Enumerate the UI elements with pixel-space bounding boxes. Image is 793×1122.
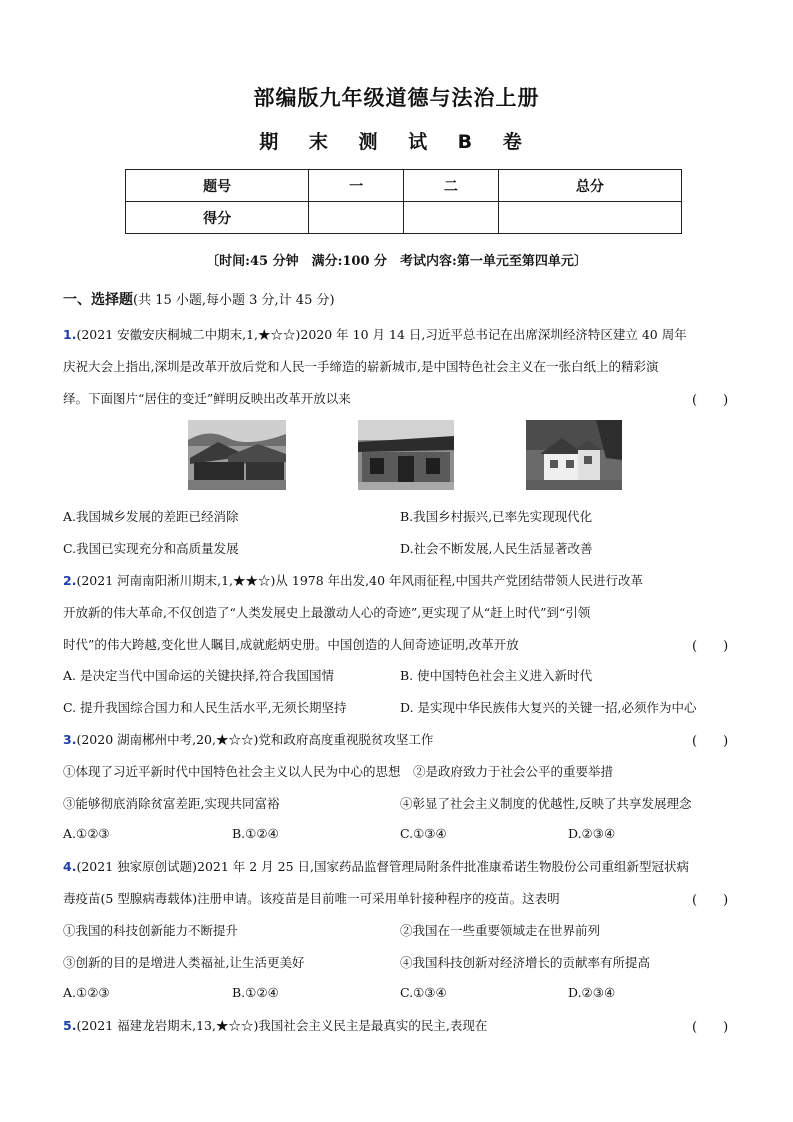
question-number: 4. [63, 859, 77, 874]
option-a: A. 是决定当代中国命运的关键抉择,符合我国国情 [63, 668, 334, 683]
answer-paren: ( ) [692, 1020, 729, 1035]
table-cell: 题号 [126, 170, 309, 202]
option-c: C.①③④ [400, 985, 447, 1000]
question-number: 5. [63, 1018, 77, 1033]
statement: ②我国在一些重要领域走在世界前列 [400, 923, 601, 938]
question-2-line: 开放新的伟大革命,不仅创造了“人类发展史上最激动人心的奇迹”,更实现了从“赶上时代”到“引领 [63, 605, 591, 620]
option-a: A.我国城乡发展的差距已经消除 [63, 509, 239, 524]
modern-villa-photo [526, 420, 622, 490]
option-b: B.我国乡村振兴,已率先实现现代化 [400, 509, 593, 524]
question-1-line: 庆祝大会上指出,深圳是改革开放后党和人民一手缔造的崭新城市,是中国特色社会主义在一张白纸上的精彩演 [63, 359, 659, 374]
option-d: D. 是实现中华民族伟大复兴的关键一招,必须作为中心 [400, 700, 697, 715]
option-c: C.我国已实现充分和高质量发展 [63, 541, 239, 556]
question-5-line: 5.(2021 福建龙岩期末,13,★☆☆)我国社会主义民主是最真实的民主,表现在 [63, 1018, 488, 1033]
option-d: D.社会不断发展,人民生活显著改善 [400, 541, 593, 556]
question-1-line: 绎。下面图片“居住的变迁”鲜明反映出改革开放以来 [63, 391, 351, 406]
question-number: 3. [63, 732, 77, 747]
score-input-cell [498, 202, 681, 234]
question-4-line: 4.(2021 独家原创试题)2021 年 2 月 25 日,国家药品监督管理局附条件批准康希诺生物股份公司重组新型冠状病 [63, 859, 690, 874]
table-cell: 得分 [126, 202, 309, 234]
option-a: A.①②③ [63, 826, 110, 841]
question-2-line: 时代”的伟大跨越,变化世人瞩目,成就彪炳史册。中国创造的人间奇迹证明,改革开放 [63, 637, 519, 652]
table-cell: 二 [403, 170, 498, 202]
option-b: B. 使中国特色社会主义进入新时代 [400, 668, 593, 683]
answer-paren: ( ) [692, 393, 729, 408]
score-table [125, 169, 682, 234]
answer-paren: ( ) [692, 893, 729, 908]
table-row [126, 202, 682, 234]
table-cell: 总分 [498, 170, 681, 202]
statement: ③创新的目的是增进人类福祉,让生活更美好 [63, 955, 305, 970]
brick-house-photo [358, 420, 454, 490]
thatched-hut-photo [188, 420, 286, 490]
paper-subtitle: 期 末 测 试 B 卷 [259, 131, 534, 153]
option-b: B.①②④ [232, 826, 279, 841]
option-a: A.①②③ [63, 985, 110, 1000]
statement: ④彰显了社会主义制度的优越性,反映了共享发展理念 [400, 796, 692, 811]
question-1-line: 1.(2021 安徽安庆桐城二中期末,1,★☆☆)2020 年 10 月 14 日,习近平总书记在出席深圳经济特区建立 40 周年 [63, 327, 687, 342]
paper-title: 部编版九年级道德与法治上册 [253, 86, 540, 110]
question-number: 1. [63, 327, 77, 342]
score-input-cell [309, 202, 404, 234]
section-heading [63, 289, 335, 309]
question-4-line: 毒疫苗(5 型腺病毒载体)注册申请。该疫苗是目前唯一可采用单针接种程序的疫苗。这表明 [63, 891, 560, 906]
question-2-line: 2.(2021 河南南阳淅川期末,1,★★☆)从 1978 年出发,40 年风雨征程,中国共产党团结带领人民进行改革 [63, 573, 643, 588]
section-note: (共 15 小题,每小题 3 分,计 45 分) [133, 293, 335, 308]
table-cell: 一 [309, 170, 404, 202]
option-b: B.①②④ [232, 985, 279, 1000]
statement: ①体现了习近平新时代中国特色社会主义以人民为中心的思想 ②是政府致力于社会公平的重要举措 [63, 764, 614, 779]
statement: ④我国科技创新对经济增长的贡献率有所提高 [400, 955, 651, 970]
statement: ①我国的科技创新能力不断提升 [63, 923, 239, 938]
option-c: C.①③④ [400, 826, 447, 841]
question-3-line: 3.(2020 湖南郴州中考,20,★☆☆)党和政府高度重视脱贫攻坚工作 [63, 732, 434, 747]
option-c: C. 提升我国综合国力和人民生活水平,无须长期坚持 [63, 700, 347, 715]
answer-paren: ( ) [692, 639, 729, 654]
section-title: 一、选择题 [63, 292, 133, 308]
option-d: D.②③④ [568, 985, 616, 1000]
statement: ③能够彻底消除贫富差距,实现共同富裕 [63, 796, 280, 811]
option-d: D.②③④ [568, 826, 616, 841]
table-row [126, 170, 682, 202]
exam-info: 〔时间:45 分钟 满分:100 分 考试内容:第一单元至第四单元〕 [206, 254, 587, 269]
score-input-cell [403, 202, 498, 234]
answer-paren: ( ) [692, 734, 729, 749]
question-number: 2. [63, 573, 77, 588]
